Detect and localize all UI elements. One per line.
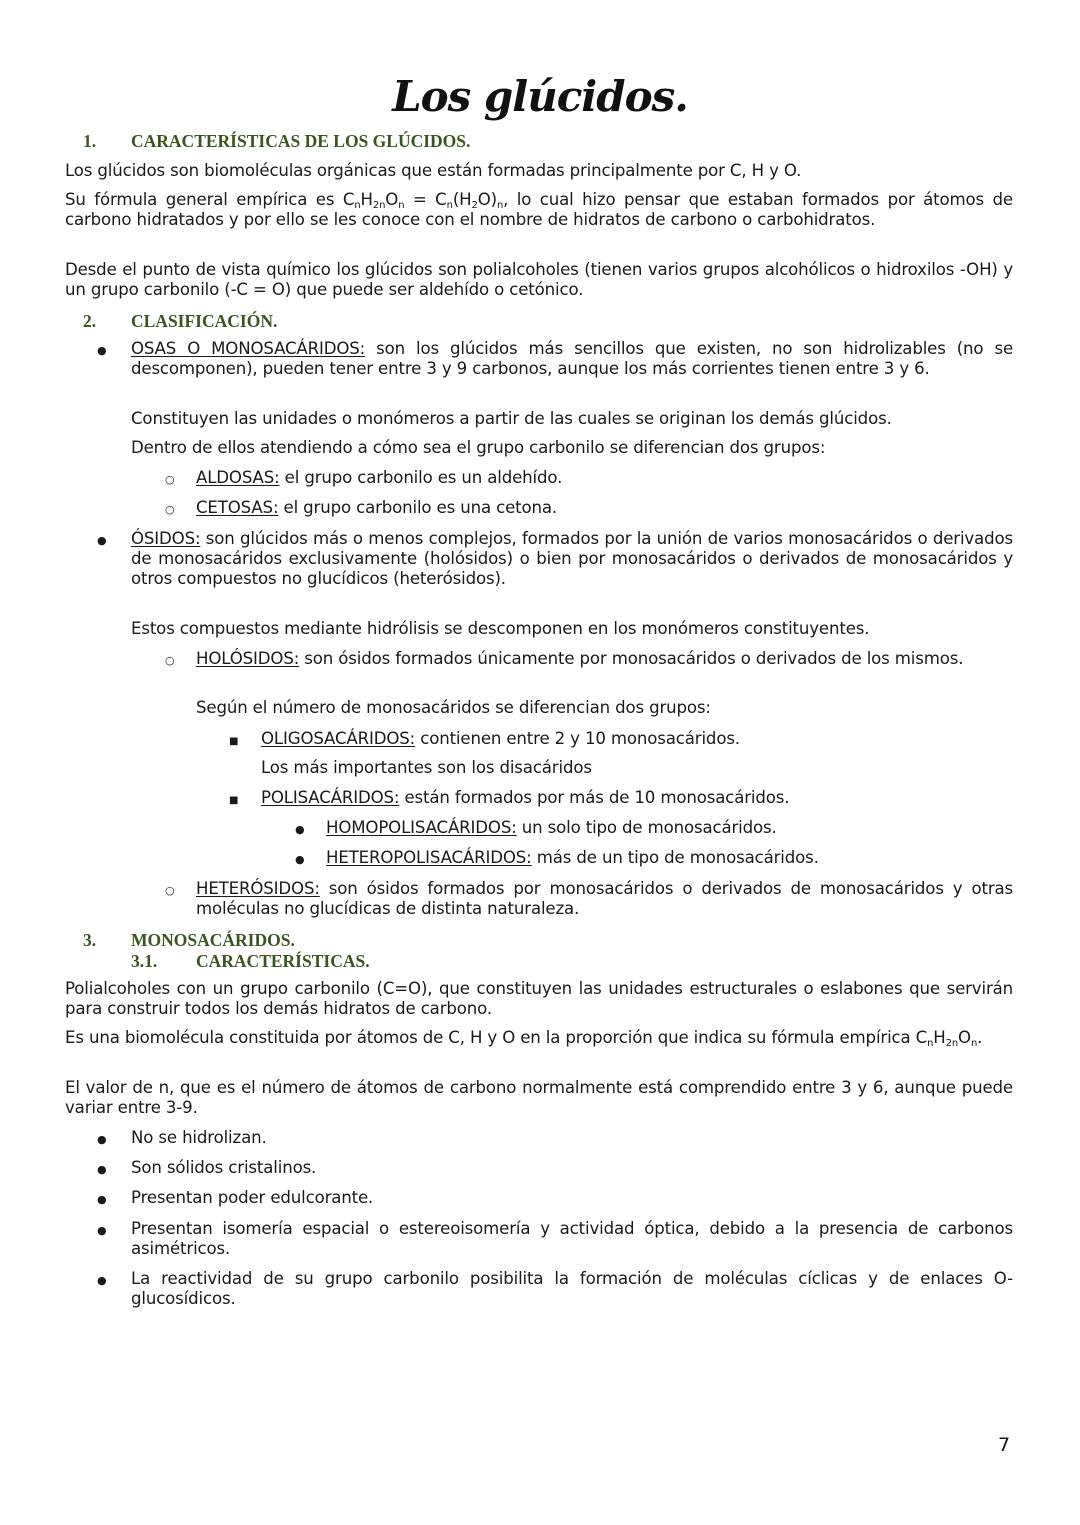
list-item: Presentan poder edulcorante. — [131, 1188, 374, 1207]
text: son los glúcidos más sencillos que existen, no son hidrolizables (no se descomponen), pueden tener entre 3 y 9 carbonos, aunque los más corrientes tienen entre 3 y 6. — [131, 339, 1014, 378]
term: ÓSIDOS: — [131, 529, 201, 548]
section-number: 2. — [83, 311, 97, 331]
list-item: La reactividad de su grupo carbonilo posibilita la formación de moléculas cíclicas y de enlaces O-glucosídicos. — [131, 1269, 1013, 1308]
formula: $C_nH_{2n}O_n$. — [915, 1028, 983, 1049]
section-number: 3.1. — [131, 951, 158, 971]
bullet-icon — [295, 848, 305, 870]
term: HETERÓSIDOS: — [196, 879, 320, 898]
circle-bullet-icon — [165, 498, 175, 520]
bullet-icon — [97, 1128, 107, 1150]
term: POLISACÁRIDOS: — [261, 788, 400, 807]
section-label: MONOSACÁRIDOS. — [131, 930, 295, 950]
bullet-icon — [97, 529, 107, 551]
text: son ósidos formados únicamente por monosacáridos o derivados de los mismos. — [299, 649, 964, 668]
list-item-homopolisacaridos — [326, 818, 1013, 838]
text: son glúcidos más o menos complejos, formados por la unión de varios monosacáridos o derivados de monosacáridos exclusivamente (holósidos) o bien por monosacáridos o derivados de monosacáridos y otros compuestos no glucídicos (heterósidos). — [131, 529, 1013, 588]
term: HOLÓSIDOS: — [196, 649, 300, 668]
paragraph: Estos compuestos mediante hidrólisis se descomponen en los monómeros constituyentes. — [131, 619, 870, 638]
text: Es una biomolécula constituida por átomos de C, H y O en la proporción que indica su fórmula empírica — [65, 1028, 916, 1047]
term: HETEROPOLISACÁRIDOS: — [326, 848, 532, 867]
list-item: Son sólidos cristalinos. — [131, 1158, 317, 1177]
text: son ósidos formados por monosacáridos o derivados de monosacáridos y otras moléculas no glucídicas de distinta naturaleza. — [196, 879, 1013, 918]
list-item-osas — [131, 339, 1013, 379]
text: están formados por más de 10 monosacáridos. — [399, 788, 790, 807]
section-number: 1. — [83, 131, 97, 151]
circle-bullet-icon — [165, 468, 175, 490]
term: OSAS O MONOSACÁRIDOS: — [131, 339, 366, 358]
text: , lo cual hizo pensar que estaban formados por átomos de carbono hidratados y por ello se les conoce con el nombre de hidratos de carbono o carbohidratos. — [65, 190, 1013, 229]
list-item-heteropolisacaridos — [326, 848, 1013, 868]
list-item-osidos — [131, 529, 1013, 589]
term: OLIGOSACÁRIDOS: — [261, 729, 416, 748]
paragraph: Los glúcidos son biomoléculas orgánicas que están formadas principalmente por C, H y O. — [65, 161, 802, 180]
bullet-icon — [97, 1188, 107, 1210]
list-item-holosidos — [196, 649, 1013, 669]
section-number: 3. — [83, 930, 97, 950]
page-title: Los glúcidos. — [392, 72, 688, 121]
paragraph: El valor de n, que es el número de átomos de carbono normalmente está comprendido entre 3 y 6, aunque puede variar entre 3-9. — [65, 1078, 1013, 1117]
circle-bullet-icon — [165, 879, 175, 901]
text: el grupo carbonilo es un aldehído. — [279, 468, 563, 487]
formula: $C_nH_{2n}O_n = C_n(H_2O)_n$ — [342, 190, 504, 211]
section-label: CARACTERÍSTICAS DE LOS GLÚCIDOS. — [131, 131, 471, 151]
paragraph: Los más importantes son los disacáridos — [261, 758, 592, 777]
bullet-icon — [97, 1219, 107, 1241]
bullet-icon — [295, 818, 305, 840]
circle-bullet-icon — [165, 649, 175, 671]
text: más de un tipo de monosacáridos. — [531, 848, 819, 867]
list-item: No se hidrolizan. — [131, 1128, 267, 1147]
paragraph: Dentro de ellos atendiendo a cómo sea el grupo carbonilo se diferencian dos grupos: — [131, 438, 826, 457]
bullet-icon — [97, 339, 107, 361]
bullet-icon — [97, 1158, 107, 1180]
list-item-polisacaridos — [261, 788, 1013, 808]
page-number: 7 — [998, 1434, 1011, 1456]
paragraph: Según el número de monosacáridos se diferencian dos grupos: — [196, 698, 711, 717]
paragraph: Desde el punto de vista químico los glúcidos son polialcoholes (tienen varios grupos alcohólicos o hidroxilos -OH) y un grupo carbonilo (-C = O) que puede ser aldehído o cetónico. — [65, 260, 1013, 299]
list-item: Presentan isomería espacial o estereoisomería y actividad óptica, debido a la presencia de carbonos asimétricos. — [131, 1219, 1013, 1258]
list-item-heterosidos — [196, 879, 1013, 919]
paragraph: Polialcoholes con un grupo carbonilo (C=O), que constituyen las unidades estructurales o eslabones que servirán para construir todos los demás hidratos de carbono. — [65, 979, 1013, 1018]
list-item-oligosacaridos — [261, 729, 1013, 749]
text: contienen entre 2 y 10 monosacáridos. — [415, 729, 740, 748]
list-item-cetosas — [196, 498, 1013, 518]
text: un solo tipo de monosacáridos. — [516, 818, 777, 837]
text: Su fórmula general empírica es — [65, 190, 343, 209]
section-label: CLASIFICACIÓN. — [131, 311, 278, 331]
term: HOMOPOLISACÁRIDOS: — [326, 818, 517, 837]
term: CETOSAS: — [196, 498, 279, 517]
square-bullet-icon — [229, 729, 238, 752]
section-label: CARACTERÍSTICAS. — [196, 951, 370, 971]
paragraph-formula — [65, 1028, 1013, 1048]
square-bullet-icon — [229, 788, 238, 811]
paragraph: Constituyen las unidades o monómeros a partir de las cuales se originan los demás glúcidos. — [131, 409, 892, 428]
list-item-aldosas — [196, 468, 1013, 488]
text: el grupo carbonilo es una cetona. — [278, 498, 558, 517]
bullet-icon — [97, 1269, 107, 1291]
term: ALDOSAS: — [196, 468, 280, 487]
paragraph-formula — [65, 190, 1013, 230]
